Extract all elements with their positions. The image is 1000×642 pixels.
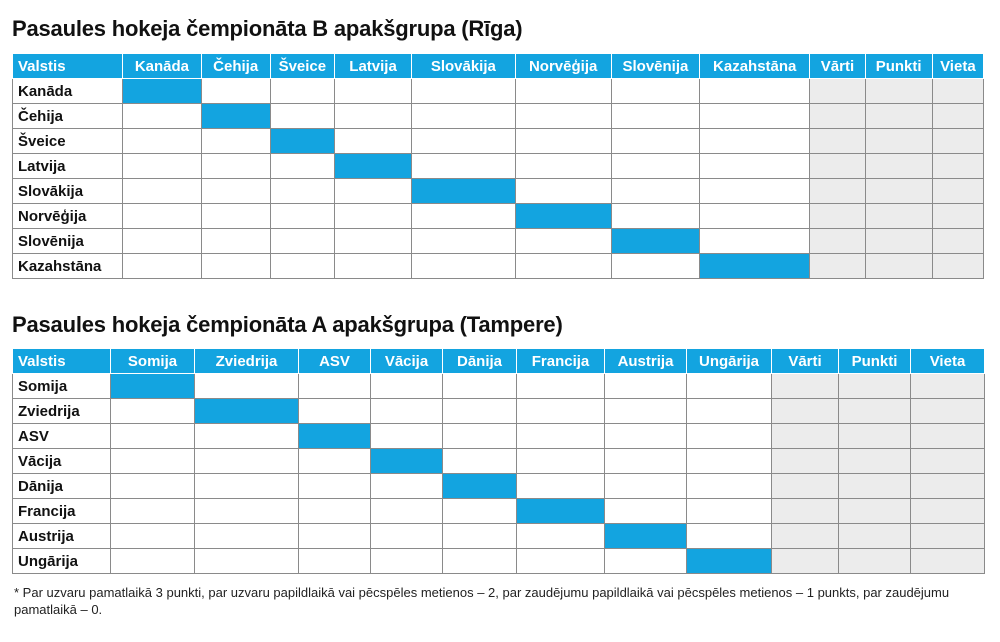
row-label-cehija: Čehija xyxy=(13,104,123,129)
score-cell xyxy=(687,474,772,499)
punkti-cell xyxy=(865,154,932,179)
table-row xyxy=(13,524,985,549)
score-cell xyxy=(270,229,334,254)
header-countries: Valstis xyxy=(13,349,111,374)
score-cell xyxy=(123,204,201,229)
score-cell xyxy=(443,374,517,399)
diagonal-cell xyxy=(371,449,443,474)
table-row xyxy=(13,549,985,574)
score-cell xyxy=(611,104,699,129)
score-cell xyxy=(605,399,687,424)
row-label-zviedrija: Zviedrija xyxy=(13,399,111,424)
diagonal-cell xyxy=(443,474,517,499)
varti-cell xyxy=(810,204,865,229)
varti-cell xyxy=(810,254,865,279)
header-row xyxy=(13,54,984,79)
score-cell xyxy=(611,154,699,179)
row-label-asv: ASV xyxy=(13,424,111,449)
header-team-kazahstana: Kazahstāna xyxy=(700,54,810,79)
punkti-cell xyxy=(839,474,911,499)
header-team-norvegija: Norvēģija xyxy=(515,54,611,79)
score-cell xyxy=(299,374,371,399)
score-cell xyxy=(515,254,611,279)
score-cell xyxy=(195,449,299,474)
score-cell xyxy=(270,204,334,229)
score-cell xyxy=(515,154,611,179)
group-a-title: Pasaules hokeja čempionāta A apakšgrupa (Tampere) xyxy=(12,312,563,337)
punkti-cell xyxy=(839,399,911,424)
score-cell xyxy=(517,399,605,424)
diagonal-cell xyxy=(700,254,810,279)
score-cell xyxy=(605,449,687,474)
header-team-slovenija: Slovēnija xyxy=(611,54,699,79)
punkti-cell xyxy=(839,549,911,574)
score-cell xyxy=(111,399,195,424)
score-cell xyxy=(334,79,411,104)
score-cell xyxy=(111,549,195,574)
header-team-vacija: Vācija xyxy=(371,349,443,374)
table-row xyxy=(13,154,984,179)
vieta-cell xyxy=(911,449,985,474)
score-cell xyxy=(605,499,687,524)
score-cell xyxy=(687,424,772,449)
scoring-footnote: * Par uzvaru pamatlaikā 3 punkti, par uzvaru papildlaikā vai pēcspēles metienos – 2, par zaudējumu papildlaikā vai pēcspēles metienos – 1 punkts, par zaudējumu pamatlaikā – 0. xyxy=(14,585,950,617)
varti-cell xyxy=(772,474,839,499)
vieta-cell xyxy=(911,549,985,574)
score-cell xyxy=(371,549,443,574)
score-cell xyxy=(371,399,443,424)
diagonal-cell xyxy=(111,374,195,399)
varti-cell xyxy=(772,499,839,524)
score-cell xyxy=(299,524,371,549)
vieta-cell xyxy=(911,374,985,399)
score-cell xyxy=(443,424,517,449)
header-team-latvija: Latvija xyxy=(334,54,411,79)
score-cell xyxy=(700,204,810,229)
header-team-slovakija: Slovākija xyxy=(412,54,515,79)
score-cell xyxy=(195,524,299,549)
header-team-asv: ASV xyxy=(299,349,371,374)
punkti-cell xyxy=(865,79,932,104)
punkti-cell xyxy=(839,524,911,549)
group-b-table xyxy=(12,53,984,279)
diagonal-cell xyxy=(515,204,611,229)
diagonal-cell xyxy=(270,129,334,154)
score-cell xyxy=(371,374,443,399)
vieta-cell xyxy=(911,399,985,424)
score-cell xyxy=(443,399,517,424)
punkti-cell xyxy=(865,179,932,204)
vieta-cell xyxy=(932,179,983,204)
score-cell xyxy=(611,204,699,229)
score-cell xyxy=(195,549,299,574)
score-cell xyxy=(611,179,699,204)
group-b-title: Pasaules hokeja čempionāta B apakšgrupa (Rīga) xyxy=(12,16,523,41)
table-row xyxy=(13,179,984,204)
score-cell xyxy=(517,424,605,449)
varti-cell xyxy=(772,374,839,399)
punkti-cell xyxy=(839,424,911,449)
score-cell xyxy=(123,229,201,254)
varti-cell xyxy=(810,229,865,254)
table-row xyxy=(13,229,984,254)
diagonal-cell xyxy=(334,154,411,179)
score-cell xyxy=(687,449,772,474)
header-team-austrija: Austrija xyxy=(605,349,687,374)
score-cell xyxy=(299,499,371,524)
punkti-cell xyxy=(865,254,932,279)
score-cell xyxy=(371,424,443,449)
score-cell xyxy=(334,179,411,204)
row-label-vacija: Vācija xyxy=(13,449,111,474)
score-cell xyxy=(334,204,411,229)
diagonal-cell xyxy=(517,499,605,524)
score-cell xyxy=(270,154,334,179)
score-cell xyxy=(299,399,371,424)
score-cell xyxy=(334,229,411,254)
diagonal-cell xyxy=(687,549,772,574)
diagonal-cell xyxy=(299,424,371,449)
score-cell xyxy=(111,524,195,549)
diagonal-cell xyxy=(201,104,270,129)
score-cell xyxy=(517,449,605,474)
group-a-table xyxy=(12,348,985,574)
row-label-somija: Somija xyxy=(13,374,111,399)
varti-cell xyxy=(772,524,839,549)
score-cell xyxy=(700,229,810,254)
diagonal-cell xyxy=(611,229,699,254)
row-label-kanada: Kanāda xyxy=(13,79,123,104)
vieta-cell xyxy=(911,424,985,449)
table-row xyxy=(13,79,984,104)
score-cell xyxy=(412,129,515,154)
score-cell xyxy=(412,154,515,179)
score-cell xyxy=(517,374,605,399)
score-cell xyxy=(371,474,443,499)
score-cell xyxy=(517,524,605,549)
score-cell xyxy=(412,229,515,254)
score-cell xyxy=(412,104,515,129)
score-cell xyxy=(201,79,270,104)
diagonal-cell xyxy=(605,524,687,549)
row-label-norvegija: Norvēģija xyxy=(13,204,123,229)
punkti-cell xyxy=(839,374,911,399)
score-cell xyxy=(111,449,195,474)
header-varti: Vārti xyxy=(772,349,839,374)
header-team-somija: Somija xyxy=(111,349,195,374)
table-row xyxy=(13,474,985,499)
varti-cell xyxy=(772,399,839,424)
varti-cell xyxy=(810,104,865,129)
table-row xyxy=(13,204,984,229)
score-cell xyxy=(111,424,195,449)
punkti-cell xyxy=(865,104,932,129)
table-row xyxy=(13,104,984,129)
table-row xyxy=(13,499,985,524)
table-row xyxy=(13,399,985,424)
header-team-danija: Dānija xyxy=(443,349,517,374)
row-label-kazahstana: Kazahstāna xyxy=(13,254,123,279)
score-cell xyxy=(700,154,810,179)
score-cell xyxy=(687,524,772,549)
vieta-cell xyxy=(932,204,983,229)
row-label-slovenija: Slovēnija xyxy=(13,229,123,254)
score-cell xyxy=(201,229,270,254)
score-cell xyxy=(123,179,201,204)
vieta-cell xyxy=(932,104,983,129)
score-cell xyxy=(334,129,411,154)
varti-cell xyxy=(810,154,865,179)
row-label-ungarija: Ungārija xyxy=(13,549,111,574)
header-team-cehija: Čehija xyxy=(201,54,270,79)
score-cell xyxy=(270,79,334,104)
header-varti: Vārti xyxy=(810,54,865,79)
row-label-latvija: Latvija xyxy=(13,154,123,179)
punkti-cell xyxy=(839,449,911,474)
header-punkti: Punkti xyxy=(865,54,932,79)
score-cell xyxy=(611,129,699,154)
score-cell xyxy=(605,374,687,399)
header-team-ungarija: Ungārija xyxy=(687,349,772,374)
score-cell xyxy=(123,254,201,279)
score-cell xyxy=(605,549,687,574)
header-vieta: Vieta xyxy=(911,349,985,374)
header-team-kanada: Kanāda xyxy=(123,54,201,79)
header-team-francija: Francija xyxy=(517,349,605,374)
table-row xyxy=(13,254,984,279)
score-cell xyxy=(123,154,201,179)
score-cell xyxy=(687,499,772,524)
score-cell xyxy=(201,254,270,279)
punkti-cell xyxy=(839,499,911,524)
score-cell xyxy=(201,129,270,154)
score-cell xyxy=(515,104,611,129)
vieta-cell xyxy=(932,154,983,179)
header-row xyxy=(13,349,985,374)
header-vieta: Vieta xyxy=(932,54,983,79)
score-cell xyxy=(700,104,810,129)
header-countries: Valstis xyxy=(13,54,123,79)
vieta-cell xyxy=(911,474,985,499)
score-cell xyxy=(270,254,334,279)
varti-cell xyxy=(772,424,839,449)
header-team-sveice: Šveice xyxy=(270,54,334,79)
score-cell xyxy=(412,79,515,104)
punkti-cell xyxy=(865,204,932,229)
score-cell xyxy=(412,204,515,229)
score-cell xyxy=(611,79,699,104)
score-cell xyxy=(299,474,371,499)
score-cell xyxy=(443,549,517,574)
varti-cell xyxy=(810,79,865,104)
score-cell xyxy=(687,399,772,424)
score-cell xyxy=(443,499,517,524)
score-cell xyxy=(371,524,443,549)
score-cell xyxy=(517,549,605,574)
diagonal-cell xyxy=(412,179,515,204)
vieta-cell xyxy=(932,254,983,279)
score-cell xyxy=(123,129,201,154)
row-label-francija: Francija xyxy=(13,499,111,524)
score-cell xyxy=(270,179,334,204)
score-cell xyxy=(700,129,810,154)
score-cell xyxy=(515,129,611,154)
diagonal-cell xyxy=(195,399,299,424)
row-label-sveice: Šveice xyxy=(13,129,123,154)
punkti-cell xyxy=(865,229,932,254)
punkti-cell xyxy=(865,129,932,154)
vieta-cell xyxy=(911,499,985,524)
vieta-cell xyxy=(932,79,983,104)
header-punkti: Punkti xyxy=(839,349,911,374)
score-cell xyxy=(195,499,299,524)
varti-cell xyxy=(772,549,839,574)
score-cell xyxy=(334,104,411,129)
score-cell xyxy=(201,204,270,229)
score-cell xyxy=(195,374,299,399)
score-cell xyxy=(334,254,411,279)
score-cell xyxy=(270,104,334,129)
vieta-cell xyxy=(911,524,985,549)
score-cell xyxy=(700,179,810,204)
score-cell xyxy=(299,549,371,574)
table-row xyxy=(13,449,985,474)
score-cell xyxy=(443,524,517,549)
row-label-austrija: Austrija xyxy=(13,524,111,549)
table-row xyxy=(13,424,985,449)
score-cell xyxy=(123,104,201,129)
score-cell xyxy=(195,474,299,499)
header-team-zviedrija: Zviedrija xyxy=(195,349,299,374)
vieta-cell xyxy=(932,129,983,154)
score-cell xyxy=(605,474,687,499)
score-cell xyxy=(201,179,270,204)
score-cell xyxy=(605,424,687,449)
score-cell xyxy=(201,154,270,179)
varti-cell xyxy=(772,449,839,474)
row-label-danija: Dānija xyxy=(13,474,111,499)
score-cell xyxy=(111,499,195,524)
table-row xyxy=(13,129,984,154)
vieta-cell xyxy=(932,229,983,254)
score-cell xyxy=(700,79,810,104)
score-cell xyxy=(515,79,611,104)
diagonal-cell xyxy=(123,79,201,104)
varti-cell xyxy=(810,179,865,204)
score-cell xyxy=(443,449,517,474)
score-cell xyxy=(412,254,515,279)
score-cell xyxy=(611,254,699,279)
score-cell xyxy=(195,424,299,449)
score-cell xyxy=(687,374,772,399)
score-cell xyxy=(111,474,195,499)
score-cell xyxy=(371,499,443,524)
score-cell xyxy=(517,474,605,499)
score-cell xyxy=(515,229,611,254)
row-label-slovakija: Slovākija xyxy=(13,179,123,204)
score-cell xyxy=(299,449,371,474)
score-cell xyxy=(515,179,611,204)
table-row xyxy=(13,374,985,399)
varti-cell xyxy=(810,129,865,154)
